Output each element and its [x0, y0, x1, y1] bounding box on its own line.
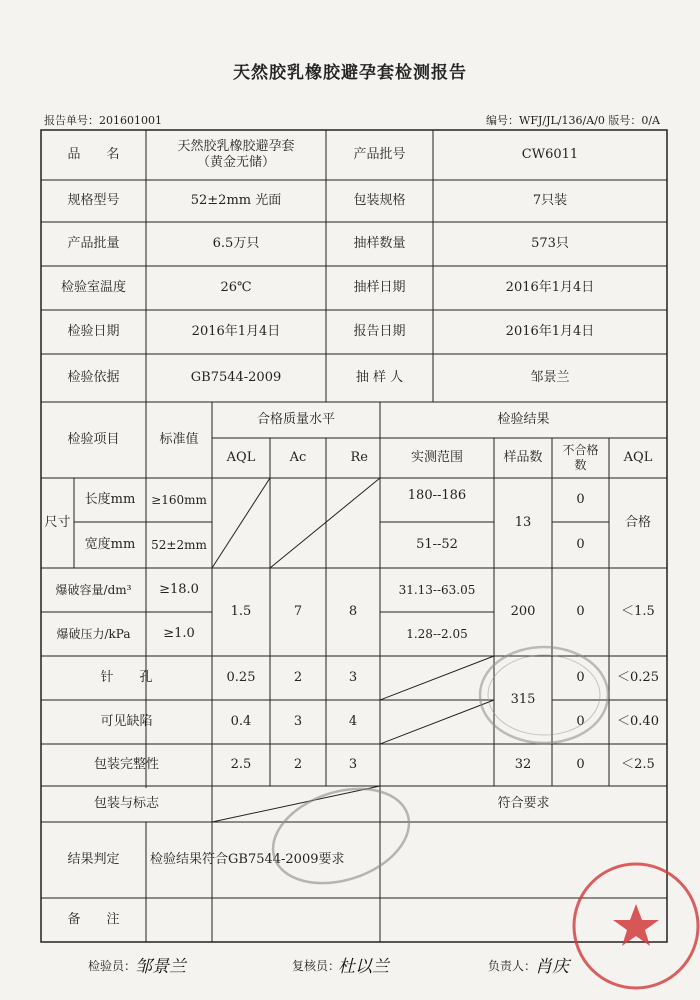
temperature-label: 检验室温度	[60, 280, 126, 295]
report-number: 报告单号：201601001	[44, 114, 162, 127]
reviewer-label: 复核员：	[292, 959, 341, 973]
header-nonconforming: 不合格 数	[562, 443, 599, 472]
inspect-date-label: 检验日期	[67, 324, 120, 339]
defect-aql: 0.4	[230, 714, 252, 729]
pinhole-aql-result: ＜0.25	[617, 670, 659, 685]
batch-qty-value: 6.5万只	[212, 236, 260, 251]
pack-aql-result: ＜2.5	[621, 757, 655, 772]
pack-label: 包装完整性	[93, 757, 159, 772]
size-samples: 13	[514, 515, 532, 530]
size-label: 尺寸	[44, 515, 71, 530]
header-re: Re	[350, 450, 368, 465]
pinhole-re: 3	[348, 670, 358, 685]
burst-re: 8	[348, 604, 358, 619]
pinhole-aql: 0.25	[226, 670, 256, 685]
conclusion-text: 检验结果符合GB7544-2009要求	[150, 852, 345, 867]
quality-dept-stamp-gray	[474, 640, 614, 750]
report-title: 天然胶乳橡胶避孕套检测报告	[233, 63, 467, 83]
sampler-value: 邹景兰	[530, 370, 570, 385]
pinhole-label: 针 孔	[100, 670, 153, 685]
pinhole-ac: 2	[293, 670, 303, 685]
defect-ac: 3	[293, 714, 303, 729]
basis-value: GB7544-2009	[190, 370, 282, 385]
basis-label: 检验依据	[67, 370, 120, 385]
defect-label: 可见缺陷	[100, 714, 153, 729]
defect-aql-result: ＜0.40	[617, 714, 659, 729]
burst-volume-range: 31.13--63.05	[398, 583, 476, 597]
pack-re: 3	[348, 757, 358, 772]
inspector-label: 检验员：	[88, 959, 137, 973]
product-name-value: 天然胶乳橡胶避孕套 （黄金无储）	[177, 139, 295, 170]
sample-qty-label: 抽样数量	[353, 236, 406, 251]
pinhole-defect-samples: 315	[510, 692, 536, 707]
labeling-label: 包装与标志	[93, 796, 159, 811]
header-result: 检验结果	[497, 412, 550, 427]
burst-aql-result: ＜1.5	[621, 604, 655, 619]
pack-nonconforming: 0	[576, 757, 585, 772]
header-aql: AQL	[226, 450, 256, 465]
temperature-value: 26℃	[220, 280, 252, 295]
sampler-label: 抽 样 人	[355, 370, 404, 385]
reviewer-signature: 杜以兰	[338, 957, 389, 977]
header-ac: Ac	[289, 450, 307, 465]
burst-ac: 7	[293, 604, 303, 619]
header-item: 检验项目	[67, 432, 120, 447]
burst-pressure-range: 1.28--2.05	[406, 627, 468, 641]
width-label: 宽度mm	[84, 537, 136, 552]
length-range: 180--186	[407, 488, 467, 503]
batch-no-label: 产品批号	[353, 147, 406, 162]
batch-qty-label: 产品批量	[67, 236, 120, 251]
report-date-value: 2016年1月4日	[505, 324, 595, 339]
length-standard: ≥160mm	[151, 493, 207, 507]
labeling-result: 符合要求	[497, 796, 550, 811]
burst-volume-label: 爆破容量/dm³	[55, 583, 132, 597]
burst-samples: 200	[510, 604, 536, 619]
company-stamp-red	[568, 858, 700, 993]
length-label: 长度mm	[84, 492, 136, 507]
remark-label: 备 注	[67, 912, 120, 927]
length-nonconforming: 0	[576, 492, 585, 507]
header-quality-level: 合格质量水平	[256, 412, 335, 427]
header-samples: 样品数	[503, 450, 543, 465]
burst-volume-standard: ≥18.0	[159, 582, 199, 597]
inspection-stamp-gray	[266, 786, 416, 886]
sample-date-label: 抽样日期	[353, 280, 406, 295]
pack-ac: 2	[293, 757, 303, 772]
spec-label: 规格型号	[67, 193, 120, 208]
width-nonconforming: 0	[576, 537, 585, 552]
pack-samples: 32	[514, 757, 532, 772]
inspect-date-value: 2016年1月4日	[191, 324, 281, 339]
sample-qty-value: 573只	[531, 236, 569, 251]
manager-signature: 肖庆	[535, 957, 569, 977]
width-standard: 52±2mm	[151, 538, 207, 552]
burst-nonconforming: 0	[576, 604, 585, 619]
package-value: 7只装	[532, 193, 568, 208]
report-date-label: 报告日期	[353, 324, 406, 339]
defect-re: 4	[348, 714, 358, 729]
batch-no-value: CW6011	[521, 147, 579, 162]
pack-aql: 2.5	[230, 757, 252, 772]
inspector-signature: 邹景兰	[135, 957, 186, 977]
header-aql-result: AQL	[623, 450, 653, 465]
burst-aql: 1.5	[230, 604, 252, 619]
pinhole-nonconforming: 0	[576, 670, 585, 685]
manager-label: 负责人：	[488, 959, 537, 973]
width-range: 51--52	[416, 537, 458, 552]
conclusion-label: 结果判定	[67, 852, 120, 867]
package-label: 包装规格	[353, 193, 406, 208]
burst-pressure-standard: ≥1.0	[163, 626, 195, 641]
header-standard: 标准值	[159, 432, 199, 447]
burst-pressure-label: 爆破压力/kPa	[56, 627, 131, 641]
sample-date-value: 2016年1月4日	[505, 280, 595, 295]
size-aql-result: 合格	[624, 515, 651, 530]
spec-value: 52±2mm 光面	[190, 193, 282, 208]
defect-nonconforming: 0	[576, 714, 585, 729]
header-range: 实测范围	[410, 450, 463, 465]
document-number: 编号：WFJ/JL/136/A/0 版号：0/A	[486, 114, 660, 127]
product-name-label: 品 名	[67, 147, 120, 162]
